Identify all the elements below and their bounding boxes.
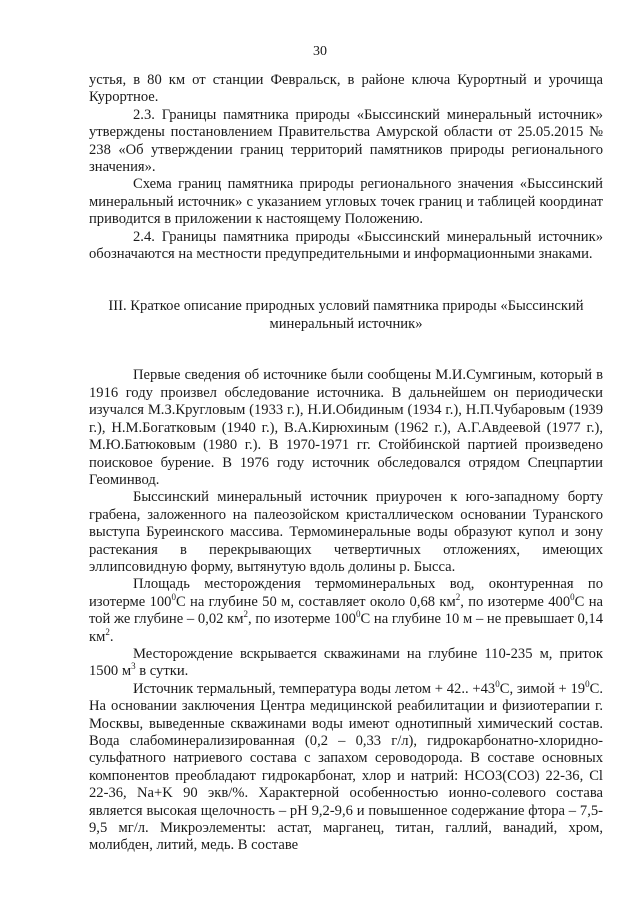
paragraph-2-4: 2.4. Границы памятника природы «Быссинский минеральный источник» обозначаются на местности предупредительными и информационными знаками.	[89, 228, 603, 263]
document-body	[89, 72, 603, 855]
paragraph-2-3: 2.3. Границы памятника природы «Быссинский минеральный источник» утверждены постановлением Правительства Амурской области от 25.05.2015 № 238 «Об утверждении границ территорий памятников природы регионального значения».	[89, 106, 603, 176]
section-heading-iii: III. Краткое описание природных условий памятника природы «Быссинский минеральный источник»	[108, 298, 584, 333]
paragraph-geology: Быссинский минеральный источник приурочен к юго-западному борту грабена, заложенного на палеозойском кристаллическом основании Туранского выступа Буреинского массива. Термоминеральные воды образуют купол и зону растекания в перекрывающих четвертичных отложениях, имеющих эллипсовидную форму, вытянутую вдоль долины р. Бысса.	[89, 489, 603, 575]
paragraph-wells: Месторождение вскрывается скважинами на глубине 110-235 м, приток 1500 $м^3$ в сутки.	[89, 645, 603, 680]
paragraph-history: Первые сведения об источнике были сообщены М.И.Сумгиным, который в 1916 году произвел обследование источника. В дальнейшем он периодически изучался М.З.Кругловым (1933 г.), Н.И.Обидиным (1934 г.), Н.П.Чубаровым (1939 г.), Н.М.Богатковым (1940 г.), В.А.Кирюхиным (1962 г.), А.Г.Авдеевой (1977 г.), М.Ю.Батюковым (1980 г.). В 1970-1971 гг. Стойбинской партией произведено поисковое бурение. В 1976 году источник обследовался отрядом Спецпартии Геоминвод.	[89, 367, 603, 488]
paragraph-composition: Источник термальный, температура воды летом + 42.. $+43^0С$, зимой + $19^0С$. На основании заключения Центра медицинской реабилитации и физиотерапии г. Москвы, выведенные скважинами воды имеют однотипный химический состав. Вода слабоминерализированная (0,2 – 0,33 г/л), гидрокарбонатно-хлоридно-сульфатного натриевого состава с запахом сероводорода. В составе основных компонентов преобладают гидрокарбонат, хлор и натрий: НСО3(СО3) 22-36, Cl 22-36, Na+K 90 экв/%. Характерной особенностью ионно-солевого состава является высокая щелочность – рН 9,2-9,6 и повышенное содержание фтора – 7,5-9,5 мг/л. Микроэлементы: астат, марганец, титан, галлий, ванадий, хром, молибден, литий, медь. В составе	[89, 678, 603, 854]
page-number: 30	[313, 44, 327, 59]
paragraph-scheme: Схема границ памятника природы регионального значения «Быссинский минеральный источник» с указанием угловых точек границ и таблицей координат приводится в приложении к настоящему Положению.	[89, 176, 603, 228]
paragraph-area: Площадь месторождения термоминеральных вод, оконтуренная по изотерме $100^0С$ на глубине 50 м, составляет около 0,68 $км^2$, по изотерме $400^0С$ на той же глубине – 0,02 $км^2$, по изотерме $100^0С$ на глубине 10 м – не превышает 0,14 $км^2$.	[89, 576, 604, 645]
paragraph-continuation: устья, в 80 км от станции Февральск, в районе ключа Курортный и урочища Курортное.	[89, 72, 603, 106]
